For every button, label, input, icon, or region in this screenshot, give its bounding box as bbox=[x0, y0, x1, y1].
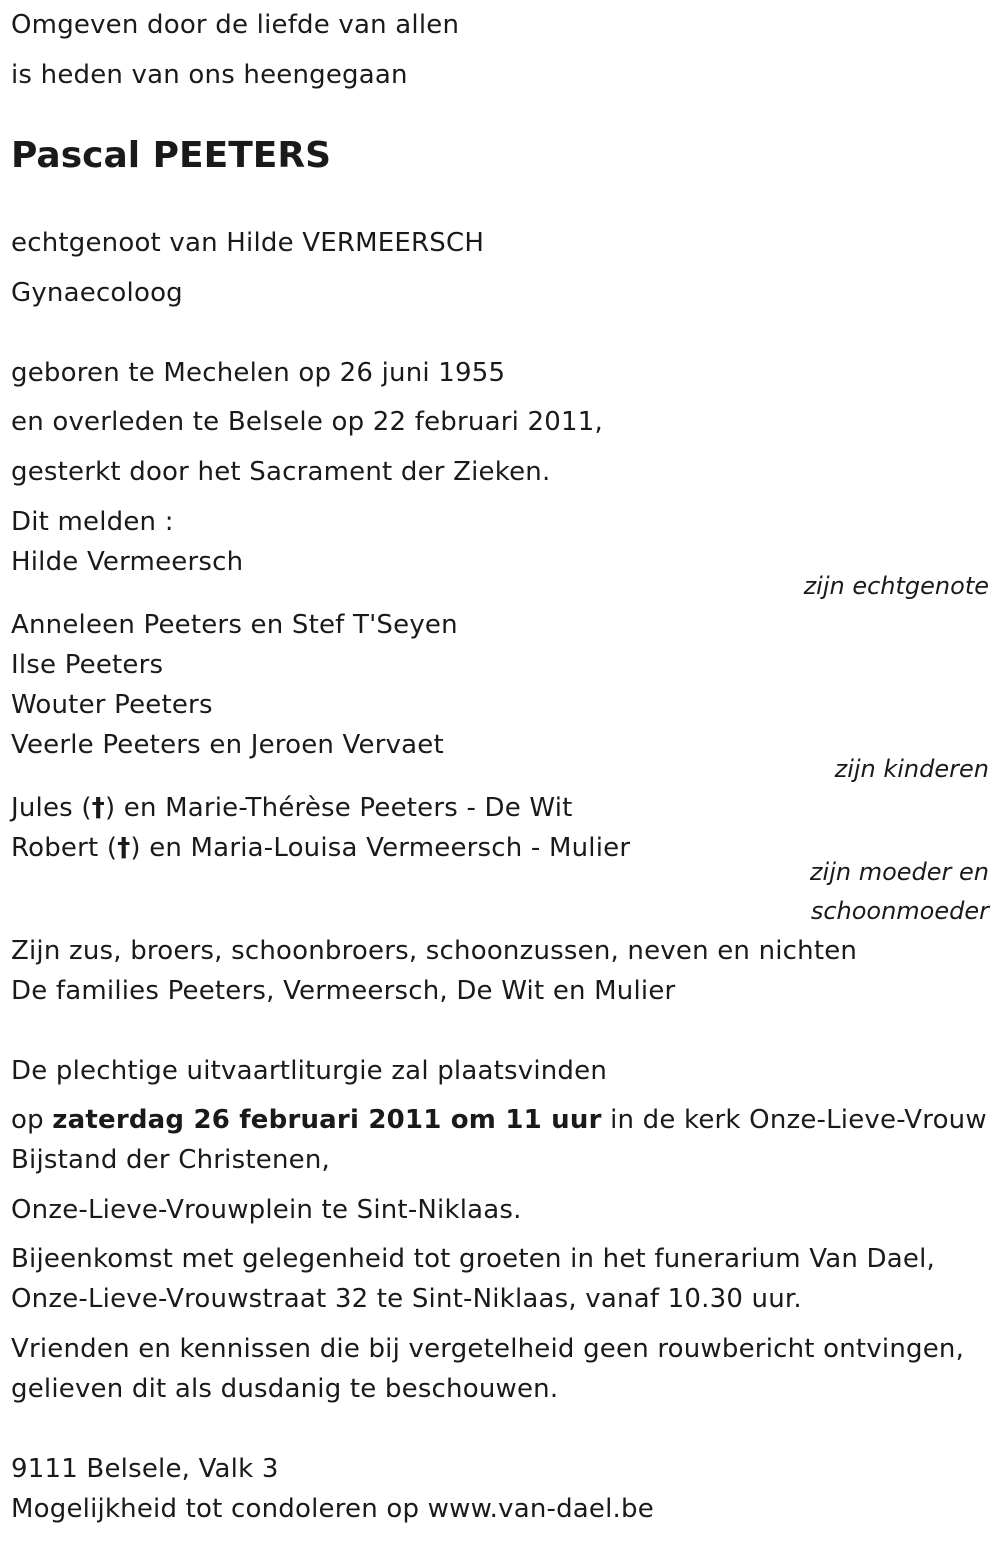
birth-line: geboren te Mechelen op 26 juni 1955 bbox=[11, 358, 506, 388]
deceased-name: Pascal PEETERS bbox=[11, 135, 332, 176]
parent-1-rest: ) en Marie-Thérèse Peeters - De Wit bbox=[104, 793, 573, 823]
funeral-when bbox=[11, 1103, 987, 1137]
notice-line-2: gelieven dit als dusdanig te beschouwen. bbox=[11, 1374, 559, 1404]
relation-spouse: zijn echtgenote bbox=[803, 572, 989, 600]
contact-address: 9111 Belsele, Valk 3 bbox=[11, 1454, 279, 1484]
intro-line-1: Omgeven door de liefde van allen bbox=[11, 10, 460, 40]
relation-parents-1: zijn moeder en bbox=[809, 858, 989, 886]
funeral-intro: De plechtige uitvaartliturgie zal plaatsvinden bbox=[11, 1056, 608, 1086]
profession: Gynaecoloog bbox=[11, 278, 183, 308]
cross-icon: † bbox=[117, 833, 131, 863]
parent-2-name: Robert ( bbox=[11, 833, 118, 863]
funeral-address: Onze-Lieve-Vrouwplein te Sint-Niklaas. bbox=[11, 1195, 522, 1225]
parents-line-1 bbox=[11, 791, 573, 825]
announcers-intro: Dit melden : bbox=[11, 507, 174, 537]
intro-line-2: is heden van ons heengegaan bbox=[11, 60, 408, 90]
relatives-line: Zijn zus, broers, schoonbroers, schoonzussen, neven en nichten bbox=[11, 936, 858, 966]
relation-parents-2: schoonmoeder bbox=[810, 897, 989, 925]
death-line: en overleden te Belsele op 22 februari 2011, bbox=[11, 407, 603, 437]
child-1: Anneleen Peeters en Stef T'Seyen bbox=[11, 610, 458, 640]
sacrament-line: gesterkt door het Sacrament der Zieken. bbox=[11, 457, 551, 487]
child-4: Veerle Peeters en Jeroen Vervaet bbox=[11, 730, 444, 760]
announcer-spouse: Hilde Vermeersch bbox=[11, 547, 244, 577]
cross-icon: † bbox=[91, 793, 105, 823]
gathering-line-2: Onze-Lieve-Vrouwstraat 32 te Sint-Niklaas, vanaf 10.30 uur. bbox=[11, 1284, 802, 1314]
funeral-when-prefix: op bbox=[11, 1105, 53, 1135]
gathering-line-1: Bijeenkomst met gelegenheid tot groeten in het funerarium Van Dael, bbox=[11, 1244, 935, 1274]
parent-1-name: Jules ( bbox=[11, 793, 92, 823]
child-3: Wouter Peeters bbox=[11, 690, 213, 720]
spouse-line: echtgenoot van Hilde VERMEERSCH bbox=[11, 228, 485, 258]
funeral-date-time: zaterdag 26 februari 2011 om 11 uur bbox=[52, 1105, 602, 1135]
families-line: De families Peeters, Vermeersch, De Wit en Mulier bbox=[11, 976, 676, 1006]
child-2: Ilse Peeters bbox=[11, 650, 164, 680]
relation-children: zijn kinderen bbox=[834, 755, 989, 783]
funeral-when-suffix: in de kerk Onze-Lieve-Vrouw bbox=[601, 1105, 987, 1135]
notice-line-1: Vrienden en kennissen die bij vergetelheid geen rouwbericht ontvingen, bbox=[11, 1334, 965, 1364]
parent-2-rest: ) en Maria-Louisa Vermeersch - Mulier bbox=[130, 833, 631, 863]
funeral-church-line-2: Bijstand der Christenen, bbox=[11, 1145, 330, 1175]
condolence-line: Mogelijkheid tot condoleren op www.van-dael.be bbox=[11, 1494, 654, 1524]
parents-line-2 bbox=[11, 831, 630, 865]
